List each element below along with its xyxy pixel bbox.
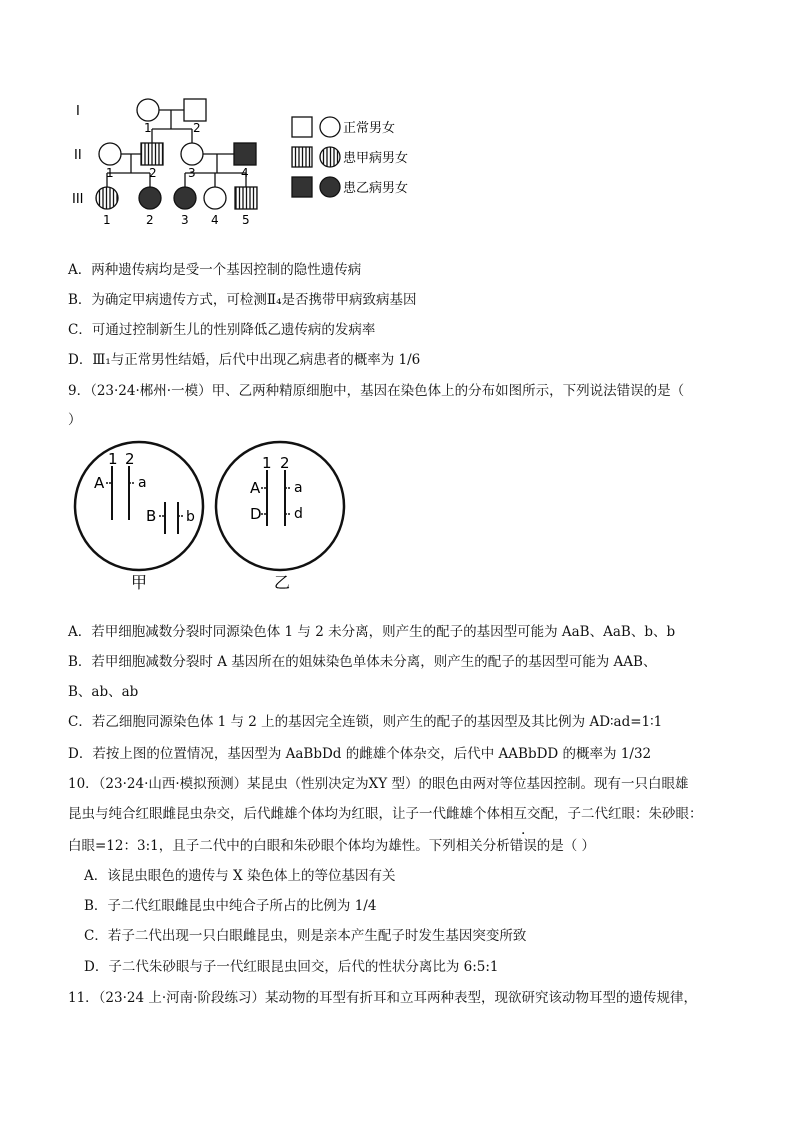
gen3-num-2: 2 [146,213,154,227]
gen1-num-1: 1 [144,121,152,135]
q8-option-b: B．为确定甲病遗传方式，可检测Ⅱ₄是否携带甲病致病基因 [68,292,417,308]
q10-option-a: A．该昆虫眼色的遗传与 X 染色体上的等位基因有关 [84,868,396,884]
gen1-num-2: 2 [193,121,201,135]
legend-normal: 正常男女 [343,121,396,136]
q10-option-b: B．子二代红眼雌昆虫中纯合子所占的比例为 1/4 [84,898,377,914]
gen2-num-4: 4 [241,166,249,180]
jia-chrom-1: 1 [108,450,118,468]
gen3-num-5: 5 [242,213,250,227]
legend-disease-jia: 患甲病男女 [343,151,409,166]
q11-stem-line1: 11．（23·24 上·河南·阶段练习）某动物的耳型有折耳和立耳两种表型，现欲研究该动物耳型的遗传规律， [68,990,697,1006]
chromosome-figure [70,440,370,590]
cell-label-jia: 甲 [131,573,148,590]
q9-option-a: A．若甲细胞减数分裂时同源染色体 1 与 2 未分离，则产生的配子的基因型可能为 AaB、AaB、b、b [68,624,676,640]
cell-label-yi: 乙 [274,573,291,590]
yi-chrom-1: 1 [262,454,272,472]
legend-disease-yi: 患乙病男女 [343,181,409,196]
yi-gene-a: a [294,480,303,496]
q10-line3-pre: 白眼=12：3:1，且子二代中的白眼和朱砂眼个体均为雄性。下列相关分析 [68,838,510,854]
gen-label-3: III [72,192,84,207]
q9-stem-close: ） [68,412,82,428]
q9-option-c: C．若乙细胞同源染色体 1 与 2 上的基因完全连锁，则产生的配子的基因型及其比例为 AD∶ad=1∶1 [68,714,663,730]
q10-option-c: C．若子二代出现一只白眼雌昆虫，则是亲本产生配子时发生基因突变所致 [84,928,527,944]
q10-option-d: D．子二代朱砂眼与子一代红眼昆虫回交，后代的性状分离比为 6:5:1 [84,959,499,975]
gen2-num-1: 1 [106,166,114,180]
jia-chrom-2: 2 [125,450,135,468]
q9-option-b-cont: B、ab、ab [68,684,139,700]
gen3-num-1: 1 [103,213,111,227]
q8-option-c: C．可通过控制新生儿的性别降低乙遗传病的发病率 [68,322,376,338]
q8-option-d: D．Ⅲ₁与正常男性结婚，后代中出现乙病患者的概率为 1/6 [68,352,421,368]
jia-gene-B: B [146,507,157,525]
q10-line3-post: 的是（ ） [536,838,596,854]
jia-gene-A: A [94,474,105,492]
q10-emphasis: 错误 [509,838,537,854]
q9-option-d: D．若按上图的位置情况，基因型为 AaBbDd 的雌雄个体杂交，后代中 AABbDD 的概率为 1/32 [68,746,652,762]
gen-label-1: I [76,104,80,119]
q10-stem-line3 [68,834,595,854]
gen3-num-3: 3 [181,213,189,227]
q8-option-a: A．两种遗传病均是受一个基因控制的隐性遗传病 [68,262,362,278]
yi-gene-A: A [250,479,261,497]
q10-stem-line1: 10．（23·24·山西·模拟预测）某昆虫（性别决定为XY 型）的眼色由两对等位基因控制。现有一只白眼雄 [68,776,689,792]
gen-label-2: II [74,148,82,163]
gen2-num-3: 3 [188,166,196,180]
gen2-num-2: 2 [149,166,157,180]
yi-gene-D: D [250,505,262,523]
q9-stem: 9．（23·24·郴州·一模）甲、乙两种精原细胞中，基因在染色体上的分布如图所示，下列说法错误的是（ [68,383,685,399]
q10-stem-line2: 昆虫与纯合红眼雌昆虫杂交，后代雌雄个体均为红眼，让子一代雌雄个体相互交配，子二代红眼：朱砂眼： [68,806,703,822]
yi-chrom-2: 2 [280,454,290,472]
gen3-num-4: 4 [211,213,219,227]
q9-option-b: B．若甲细胞减数分裂时 A 基因所在的姐妹染色单体未分离，则产生的配子的基因型可能为 AAB、 [68,654,657,670]
yi-gene-d: d [294,506,303,522]
jia-gene-a: a [138,475,147,491]
pedigree-chart [60,88,440,248]
jia-gene-b: b [186,509,195,525]
